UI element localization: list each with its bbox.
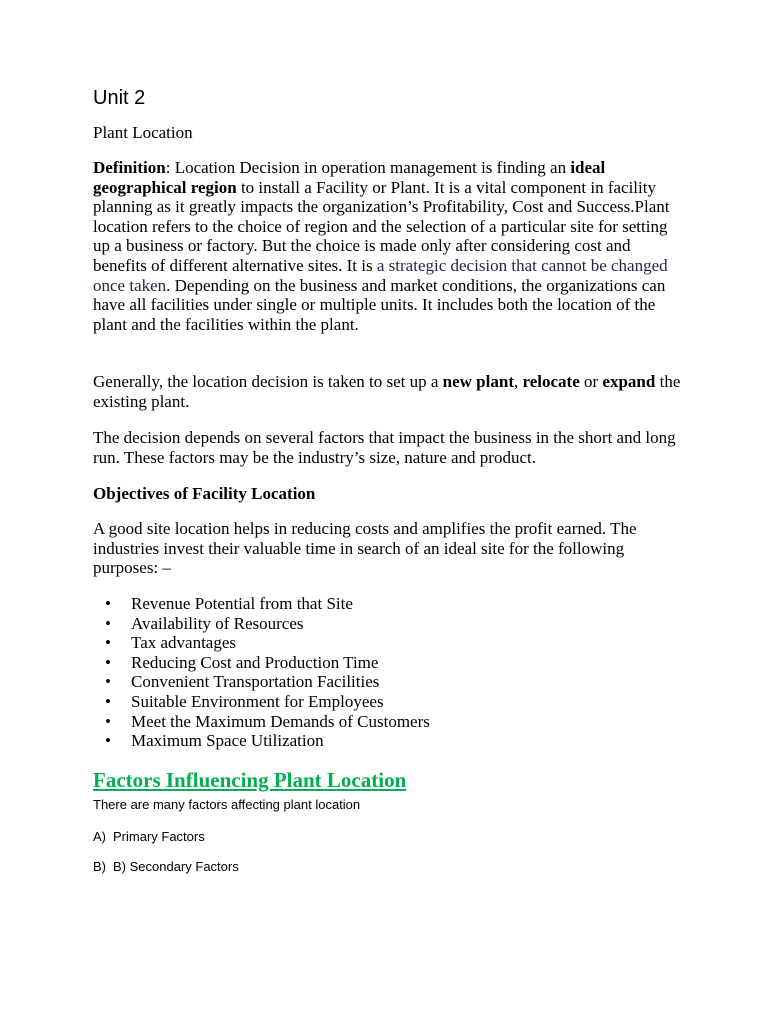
list-item	[93, 692, 430, 712]
factor-item-primary	[93, 829, 205, 845]
generally-text-a: Generally, the location decision is taken to set up a	[93, 372, 443, 391]
factors-intro: There are many factors affecting plant location	[93, 797, 361, 812]
list-item-text: Tax advantages	[131, 633, 237, 653]
list-item	[93, 614, 430, 634]
definition-text-intro: : Location Decision in operation management is finding an	[165, 158, 571, 177]
list-item	[93, 672, 430, 692]
generally-paragraph	[93, 372, 683, 411]
definition-highlight: a strategic decision that cannot be changed once taken	[93, 255, 668, 295]
factor-item-secondary	[93, 859, 239, 875]
bullet-icon: •	[105, 652, 111, 672]
objectives-list	[93, 594, 430, 751]
factor-label: Primary Factors	[113, 829, 205, 844]
list-item	[93, 594, 430, 614]
bullet-icon: •	[105, 613, 111, 633]
list-item-text: Availability of Resources	[131, 613, 304, 633]
bullet-icon: •	[105, 672, 111, 692]
list-item	[93, 653, 430, 673]
list-item-text: Reducing Cost and Production Time	[131, 652, 379, 672]
generally-text-c: or	[579, 372, 603, 391]
generally-text-b: ,	[513, 372, 523, 391]
factor-marker: B)	[93, 859, 106, 874]
unit-title: Unit 2	[93, 87, 146, 109]
list-item-text: Convenient Transportation Facilities	[131, 672, 380, 692]
list-item-text: Suitable Environment for Employees	[131, 691, 384, 711]
definition-label: Definition	[93, 158, 166, 177]
generally-text-d: the existing plant.	[93, 372, 681, 411]
bullet-icon: •	[105, 691, 111, 711]
bullet-icon: •	[105, 731, 111, 751]
page-subtitle: Plant Location	[93, 123, 193, 142]
definition-paragraph	[93, 158, 683, 334]
list-item	[93, 731, 430, 751]
list-item	[93, 712, 430, 732]
list-item-text: Maximum Space Utilization	[131, 731, 324, 751]
objectives-heading: Objectives of Facility Location	[93, 484, 316, 503]
bullet-icon: •	[105, 711, 111, 731]
factors-heading: Factors Influencing Plant Location	[93, 768, 407, 792]
factor-label: B) Secondary Factors	[113, 859, 239, 874]
generally-bold-new-plant: new plant	[442, 372, 514, 391]
bullet-icon: •	[105, 594, 111, 613]
definition-text-b: . Depending on the business and market conditions, the organizations can have all facilities under single or multiple units. It includes both the location of the plant and the facilities within the plant.	[93, 275, 666, 334]
bullet-icon: •	[105, 633, 111, 653]
list-item-text: Revenue Potential from that Site	[131, 594, 353, 613]
list-item	[93, 633, 430, 653]
generally-bold-expand: expand	[602, 372, 656, 391]
objectives-intro: A good site location helps in reducing costs and amplifies the profit earned. The industries invest their valuable time in search of an ideal site for the following purposes: –	[93, 519, 637, 578]
generally-bold-relocate: relocate	[522, 372, 580, 391]
list-item-text: Meet the Maximum Demands of Customers	[131, 711, 430, 731]
definition-bold-phrase: ideal geographical region	[93, 158, 606, 197]
definition-text-a: to install a Facility or Plant. It is a vital component in facility planning as it greatly impacts the organization’s Profitability, Cost and Success.Plant location refers to the choice of region and the selection of a particular site for setting up a business or factory. But the choice is made only after considering cost and benefits of different alternative sites. It is	[93, 177, 670, 275]
factor-marker: A)	[93, 829, 106, 844]
decision-paragraph: The decision depends on several factors that impact the business in the short and long run. These factors may be the industry’s size, nature and product.	[93, 428, 676, 467]
